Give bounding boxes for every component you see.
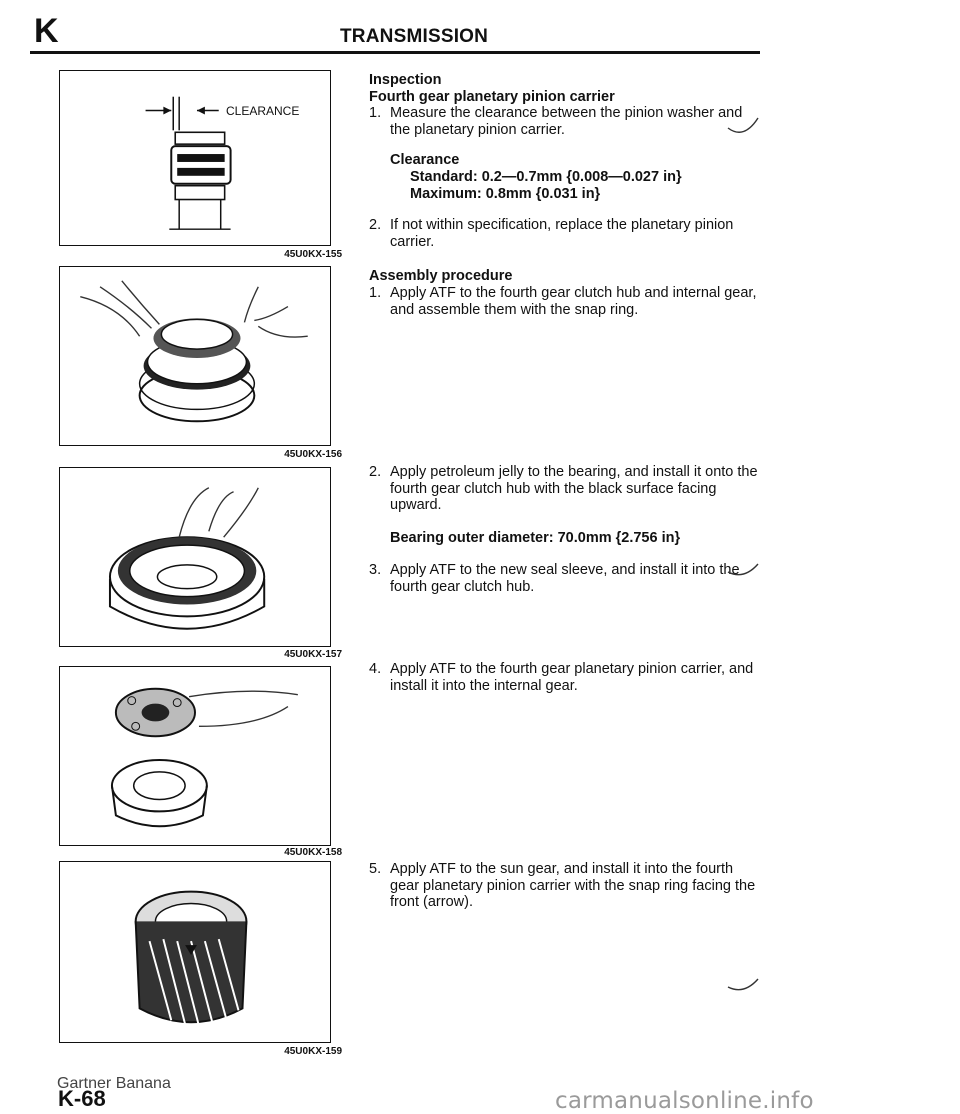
step-number: 3. bbox=[369, 562, 382, 578]
assembly-step-5 bbox=[369, 861, 764, 911]
inspection-step-1 bbox=[369, 105, 764, 138]
inspection-subheading: Fourth gear planetary pinion carrier bbox=[369, 89, 615, 105]
step-text: Apply ATF to the sun gear, and install it into the fourth gear planetary pinion carrier with the snap ring facing the front (arrow). bbox=[390, 861, 756, 910]
step-text: Apply ATF to the fourth gear clutch hub and internal gear, and assemble them with the snap ring. bbox=[390, 285, 757, 318]
step-text: Apply petroleum jelly to the bearing, and install it onto the fourth gear clutch hub with the black surface facing upward. bbox=[390, 464, 758, 513]
margin-tick-mark bbox=[724, 975, 764, 1005]
hands-assembling-gear-illustration bbox=[60, 267, 330, 445]
figure-code: 45U0KX-159 bbox=[284, 1046, 342, 1057]
step-text: Measure the clearance between the pinion washer and the planetary pinion carrier. bbox=[390, 105, 743, 138]
figure-bearing bbox=[59, 467, 331, 647]
figure-code: 45U0KX-156 bbox=[284, 449, 342, 460]
assembly-step-2 bbox=[369, 464, 764, 514]
assembly-heading: Assembly procedure bbox=[369, 268, 513, 284]
clearance-maximum: Maximum: 0.8mm {0.031 in} bbox=[410, 186, 601, 202]
figure-sun-gear bbox=[59, 861, 331, 1043]
bearing-installation-illustration bbox=[60, 468, 330, 646]
figure-planetary-carrier bbox=[59, 666, 331, 846]
step-number: 2. bbox=[369, 217, 382, 233]
pinion-carrier-install-illustration bbox=[60, 667, 330, 845]
title-rule bbox=[30, 51, 760, 54]
bearing-spec: Bearing outer diameter: 70.0mm {2.756 in} bbox=[390, 530, 681, 546]
assembly-step-4 bbox=[369, 661, 764, 694]
page-title: TRANSMISSION bbox=[340, 26, 489, 47]
clearance-standard: Standard: 0.2—0.7mm {0.008—0.027 in} bbox=[410, 169, 682, 185]
figure-code: 45U0KX-155 bbox=[284, 249, 342, 260]
section-letter: K bbox=[34, 12, 59, 50]
sun-gear-illustration bbox=[60, 862, 330, 1042]
step-number: 1. bbox=[369, 105, 382, 121]
figure-clearance bbox=[59, 70, 331, 246]
clearance-label: CLEARANCE bbox=[226, 104, 300, 118]
assembly-step-3 bbox=[369, 562, 764, 595]
figure-internal-gear-assembly bbox=[59, 266, 331, 446]
watermark: carmanualsonline.info bbox=[555, 1088, 814, 1114]
inspection-step-2 bbox=[369, 217, 764, 250]
page-number: K-68 bbox=[58, 1086, 106, 1111]
margin-tick-mark bbox=[724, 110, 764, 140]
step-text: Apply ATF to the new seal sleeve, and install it into the fourth gear clutch hub. bbox=[390, 562, 740, 595]
step-number: 5. bbox=[369, 861, 382, 877]
step-text: If not within specification, replace the planetary pinion carrier. bbox=[390, 217, 734, 250]
step-number: 2. bbox=[369, 464, 382, 480]
step-text: Apply ATF to the fourth gear planetary pinion carrier, and install it into the internal gear. bbox=[390, 661, 754, 694]
step-number: 4. bbox=[369, 661, 382, 677]
footer-brand: Gartner Banana bbox=[57, 1075, 171, 1092]
clearance-heading: Clearance bbox=[390, 152, 460, 168]
inspection-heading: Inspection bbox=[369, 72, 442, 88]
assembly-step-1 bbox=[369, 285, 764, 318]
figure-code: 45U0KX-158 bbox=[284, 847, 342, 858]
margin-tick-mark bbox=[724, 560, 764, 590]
figure-code: 45U0KX-157 bbox=[284, 649, 342, 660]
pinion-carrier-clearance-illustration bbox=[60, 71, 330, 245]
step-number: 1. bbox=[369, 285, 382, 301]
